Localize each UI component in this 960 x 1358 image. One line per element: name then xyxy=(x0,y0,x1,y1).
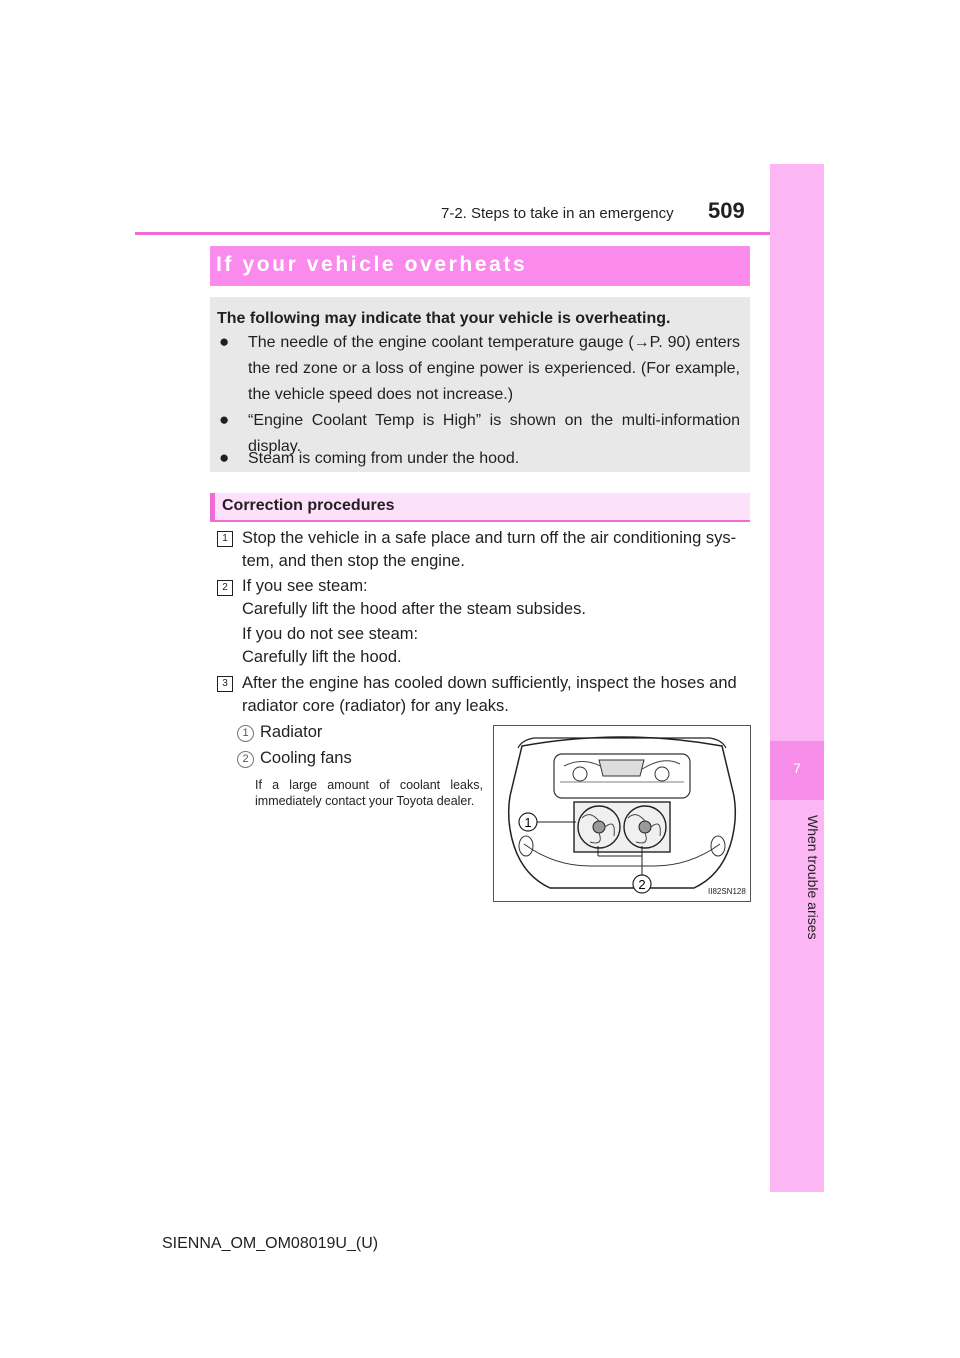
section-title: If your vehicle overheats xyxy=(216,253,528,276)
step-number-3: 3 xyxy=(217,676,233,692)
info-bullet-3: Steam is coming from under the hood. xyxy=(248,450,520,467)
chapter-number: 7 xyxy=(793,760,801,776)
step-3-line-1: After the engine has cooled down sufficiently, inspect the hoses and xyxy=(242,674,737,692)
engine-drawing xyxy=(494,726,750,901)
step-2-line-3: If you do not see steam: xyxy=(242,625,419,643)
chapter-title xyxy=(771,805,821,950)
step-2-line-2: Carefully lift the hood after the steam subsides. xyxy=(242,600,586,618)
callout-number-1: 1 xyxy=(237,725,254,742)
callout-number-2: 2 xyxy=(237,751,254,768)
step-3-line-2: radiator core (radiator) for any leaks. xyxy=(242,697,509,715)
header-rule xyxy=(135,232,823,235)
page-number: 509 xyxy=(708,198,745,223)
footer-document-code: SIENNA_OM_OM08019U_(U) xyxy=(162,1235,379,1252)
coolant-leak-note: If a large amount of coolant leaks, immediately contact your Toyota dealer. xyxy=(255,778,483,808)
header-section-title: 7-2. Steps to take in an emergency xyxy=(441,205,674,222)
info-bullet-2: “Engine Coolant Temp is High” is shown on the multi-information display. xyxy=(248,412,740,455)
bullet-icon: ● xyxy=(219,332,230,351)
info-bullet-1: The needle of the engine coolant temperature gauge (→P. 90) enters the red zone or a loss of engine power is experienced. (For example, the vehicle speed does not increase.) xyxy=(248,334,740,403)
step-1-line-2: tem, and then stop the engine. xyxy=(242,552,465,570)
bullet-icon: ● xyxy=(219,448,230,467)
callout-label-radiator: Radiator xyxy=(260,723,323,741)
callout-label-cooling-fans: Cooling fans xyxy=(260,749,352,767)
chapter-title-text: When trouble arises xyxy=(805,815,821,940)
image-callout-1: 1 xyxy=(524,815,532,830)
step-2-line-4: Carefully lift the hood. xyxy=(242,648,402,666)
engine-compartment-illustration xyxy=(493,725,751,902)
info-box-intro: The following may indicate that your vehicle is overheating. xyxy=(217,310,671,327)
image-callout-2: 2 xyxy=(638,877,646,892)
bullet-icon: ● xyxy=(219,410,230,429)
step-number-2: 2 xyxy=(217,580,233,596)
step-1-line-1: Stop the vehicle in a safe place and turn off the air conditioning sys- xyxy=(242,529,737,547)
correction-header-accent xyxy=(210,493,215,522)
image-code: II82SN128 xyxy=(708,887,746,896)
chapter-side-tab xyxy=(770,164,824,1192)
correction-title: Correction procedures xyxy=(222,497,395,514)
step-number-1: 1 xyxy=(217,531,233,547)
step-2-line-1: If you see steam: xyxy=(242,577,368,595)
